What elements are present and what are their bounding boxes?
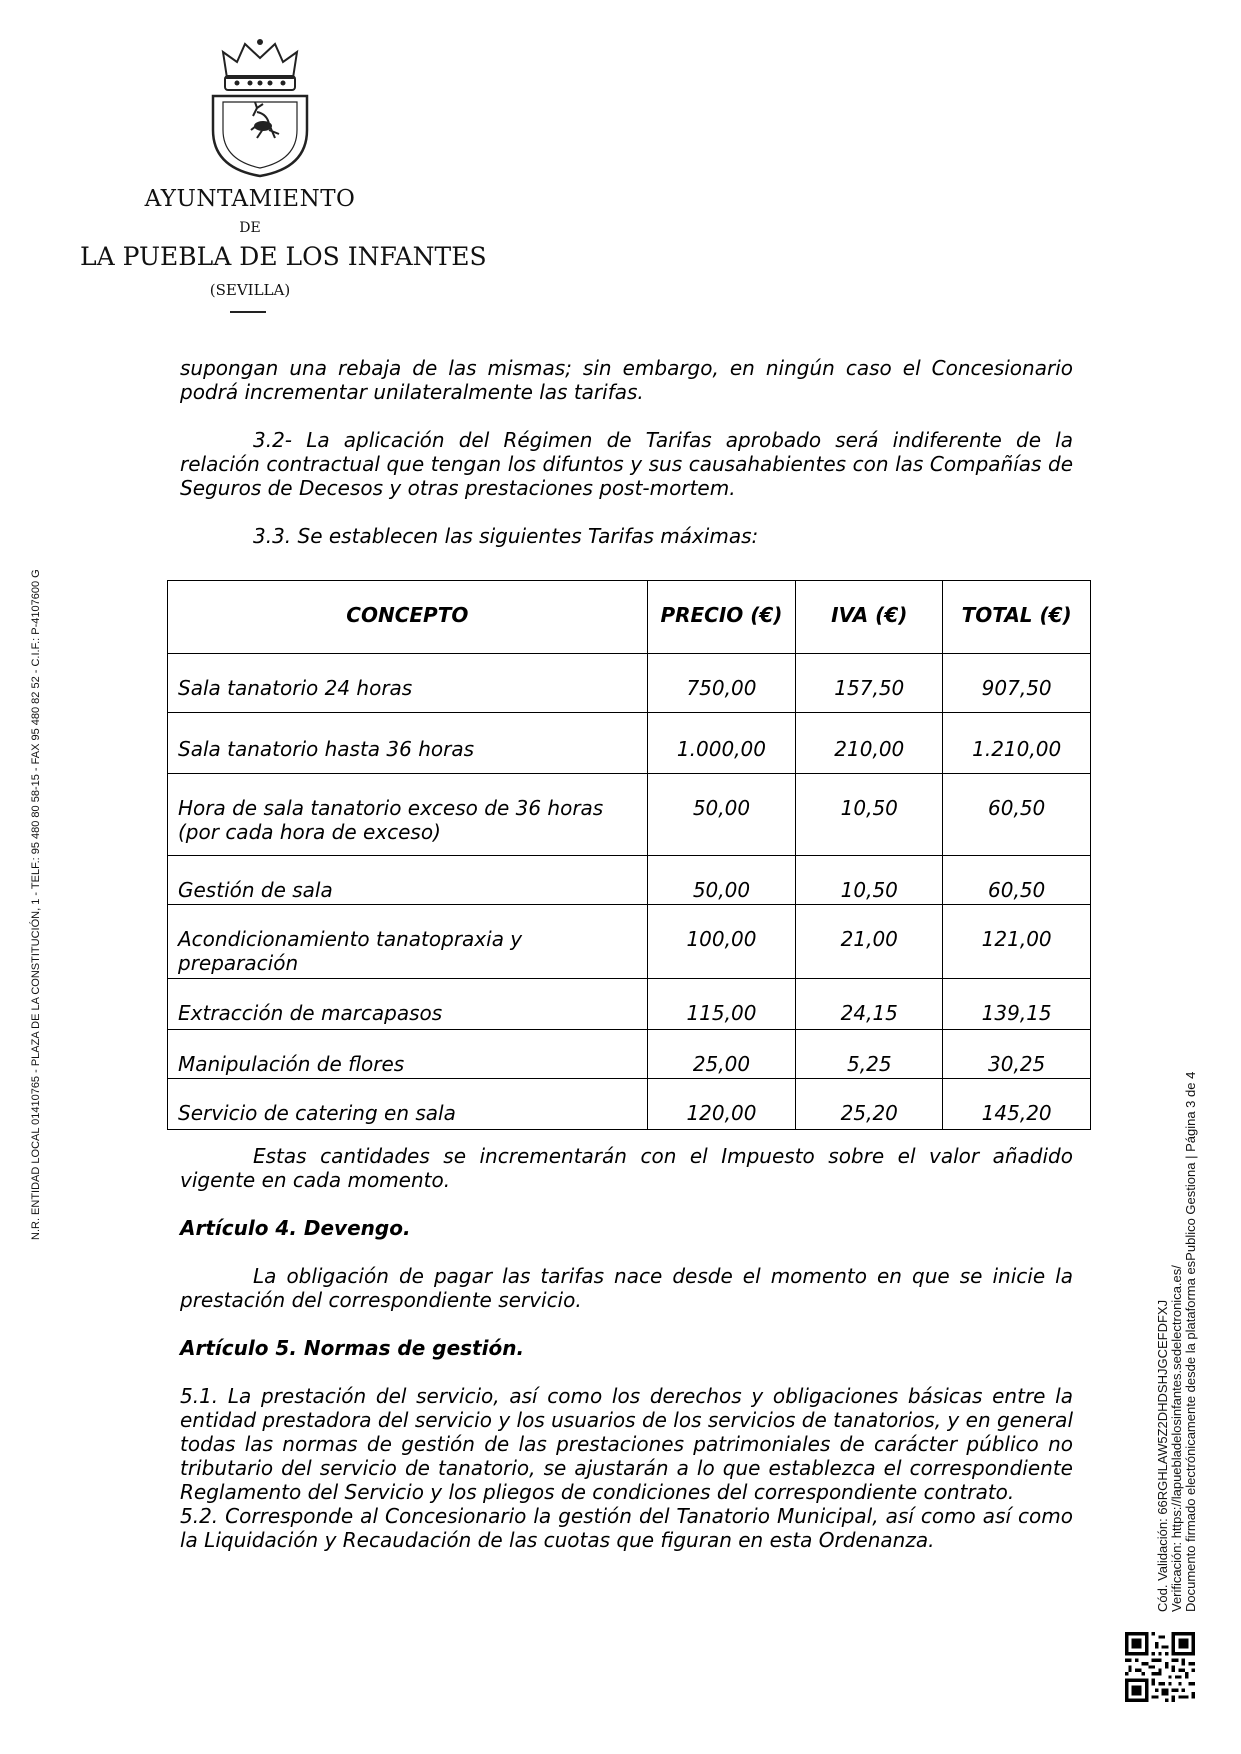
cell-concepto: Sala tanatorio hasta 36 horas [168, 713, 648, 774]
cell-precio: 120,00 [647, 1079, 796, 1130]
cell-total: 1.210,00 [943, 713, 1091, 774]
cell-concepto: Acondicionamiento tanatopraxia y preparación [168, 905, 648, 979]
table-header-row [168, 581, 1091, 654]
cell-precio: 50,00 [647, 774, 796, 856]
cell-total: 145,20 [943, 1079, 1091, 1130]
table-row [168, 1030, 1091, 1079]
table-row [168, 713, 1091, 774]
cell-total: 121,00 [943, 905, 1091, 979]
paragraph-5-2: 5.2. Corresponde al Concesionario la gestión del Tanatorio Municipal, así como así como la Liquidación y Recaudación de las cuotas que figuran en esta Ordenanza. [180, 1504, 1073, 1552]
table-row [168, 905, 1091, 979]
cell-total: 30,25 [943, 1030, 1091, 1079]
cell-iva: 25,20 [796, 1079, 943, 1130]
heading-articulo-4: Artículo 4. Devengo. [180, 1216, 411, 1240]
table-row [168, 774, 1091, 856]
header-precio: PRECIO (€) [647, 581, 796, 654]
cell-concepto: Hora de sala tanatorio exceso de 36 horas (por cada hora de exceso) [168, 774, 648, 856]
cell-precio: 25,00 [647, 1030, 796, 1079]
table-row [168, 979, 1091, 1030]
paragraph-3-2: 3.2- La aplicación del Régimen de Tarifas aprobado será indiferente de la relación contractual que tengan los difuntos y sus causahabientes con las Compañías de Seguros de Decesos y otras prestaciones post-mortem. [180, 428, 1073, 500]
cell-precio: 1.000,00 [647, 713, 796, 774]
cell-total: 60,50 [943, 856, 1091, 905]
sidebar-address: N.R. ENTIDAD LOCAL 01410765 - PLAZA DE LA CONSTITUCIÓN, 1 - TELF.: 95 480 80 58-15 - FAX 95 480 82 52 - C.I.F.: P-4107600 G [30, 569, 42, 1240]
validation-code: Cód. Validación: 66RGHLAW5Z2DHDSHJGCEFDFXJ [1155, 1299, 1170, 1612]
paragraph-devengo: La obligación de pagar las tarifas nace desde el momento en que se inicie la prestación del correspondiente servicio. [180, 1264, 1073, 1312]
cell-total: 139,15 [943, 979, 1091, 1030]
paragraph-iva-note: Estas cantidades se incrementarán con el Impuesto sobre el valor añadido vigente en cada momento. [180, 1144, 1073, 1192]
cell-precio: 50,00 [647, 856, 796, 905]
paragraph-3-3: 3.3. Se establecen las siguientes Tarifas máximas: [253, 524, 759, 548]
cell-precio: 100,00 [647, 905, 796, 979]
table-row [168, 654, 1091, 713]
cell-concepto: Servicio de catering en sala [168, 1079, 648, 1130]
verification-url[interactable]: Verificación: https://lapuebladelosinfantes.sedelectronica.es/ [1169, 1265, 1184, 1612]
cell-iva: 21,00 [796, 905, 943, 979]
cell-precio: 750,00 [647, 654, 796, 713]
header-concepto: CONCEPTO [168, 581, 648, 654]
document-body-top [180, 356, 1073, 548]
cell-total: 907,50 [943, 654, 1091, 713]
document-body-bottom [180, 1144, 1073, 1552]
paragraph-5-1: 5.1. La prestación del servicio, así como los derechos y obligaciones básicas entre la entidad prestadora del servicio y los usuarios de los servicios de tanatorios, y en general todas las normas de gestión de las prestaciones patrimoniales de carácter público no tributario del servicio de tanatorio, se ajustarán a lo que establezca el correspondiente Reglamento del Servicio y los pliegos de condiciones del correspondiente contrato. [180, 1384, 1073, 1504]
header-iva: IVA (€) [796, 581, 943, 654]
cell-iva: 24,15 [796, 979, 943, 1030]
cell-iva: 210,00 [796, 713, 943, 774]
cell-iva: 5,25 [796, 1030, 943, 1079]
letterhead [80, 38, 487, 313]
cell-iva: 157,50 [796, 654, 943, 713]
cell-iva: 10,50 [796, 856, 943, 905]
heading-articulo-5: Artículo 5. Normas de gestión. [180, 1336, 525, 1360]
cell-concepto: Gestión de sala [168, 856, 648, 905]
cell-concepto: Extracción de marcapasos [168, 979, 648, 1030]
qr-code [1125, 1632, 1195, 1702]
letterhead-province: (SEVILLA) [209, 281, 291, 299]
cell-concepto: Manipulación de flores [168, 1030, 648, 1079]
cell-precio: 115,00 [647, 979, 796, 1030]
letterhead-divider [230, 311, 266, 313]
table-row [168, 856, 1091, 905]
cell-iva: 10,50 [796, 774, 943, 856]
table-row [168, 1079, 1091, 1130]
letterhead-title: AYUNTAMIENTO [144, 186, 356, 212]
municipal-crest-logo [205, 38, 315, 178]
signature-note: Documento firmado electrónicamente desde la plataforma esPublico Gestiona | Página 3 de 4 [1183, 1071, 1198, 1612]
letterhead-municipality: LA PUEBLA DE LOS INFANTES [80, 242, 487, 271]
paragraph-continuation: supongan una rebaja de las mismas; sin embargo, en ningún caso el Concesionario podrá incrementar unilateralmente las tarifas. [180, 356, 1073, 404]
letterhead-de: DE [239, 220, 261, 236]
cell-concepto: Sala tanatorio 24 horas [168, 654, 648, 713]
cell-total: 60,50 [943, 774, 1091, 856]
tariff-table [167, 580, 1091, 1130]
header-total: TOTAL (€) [943, 581, 1091, 654]
